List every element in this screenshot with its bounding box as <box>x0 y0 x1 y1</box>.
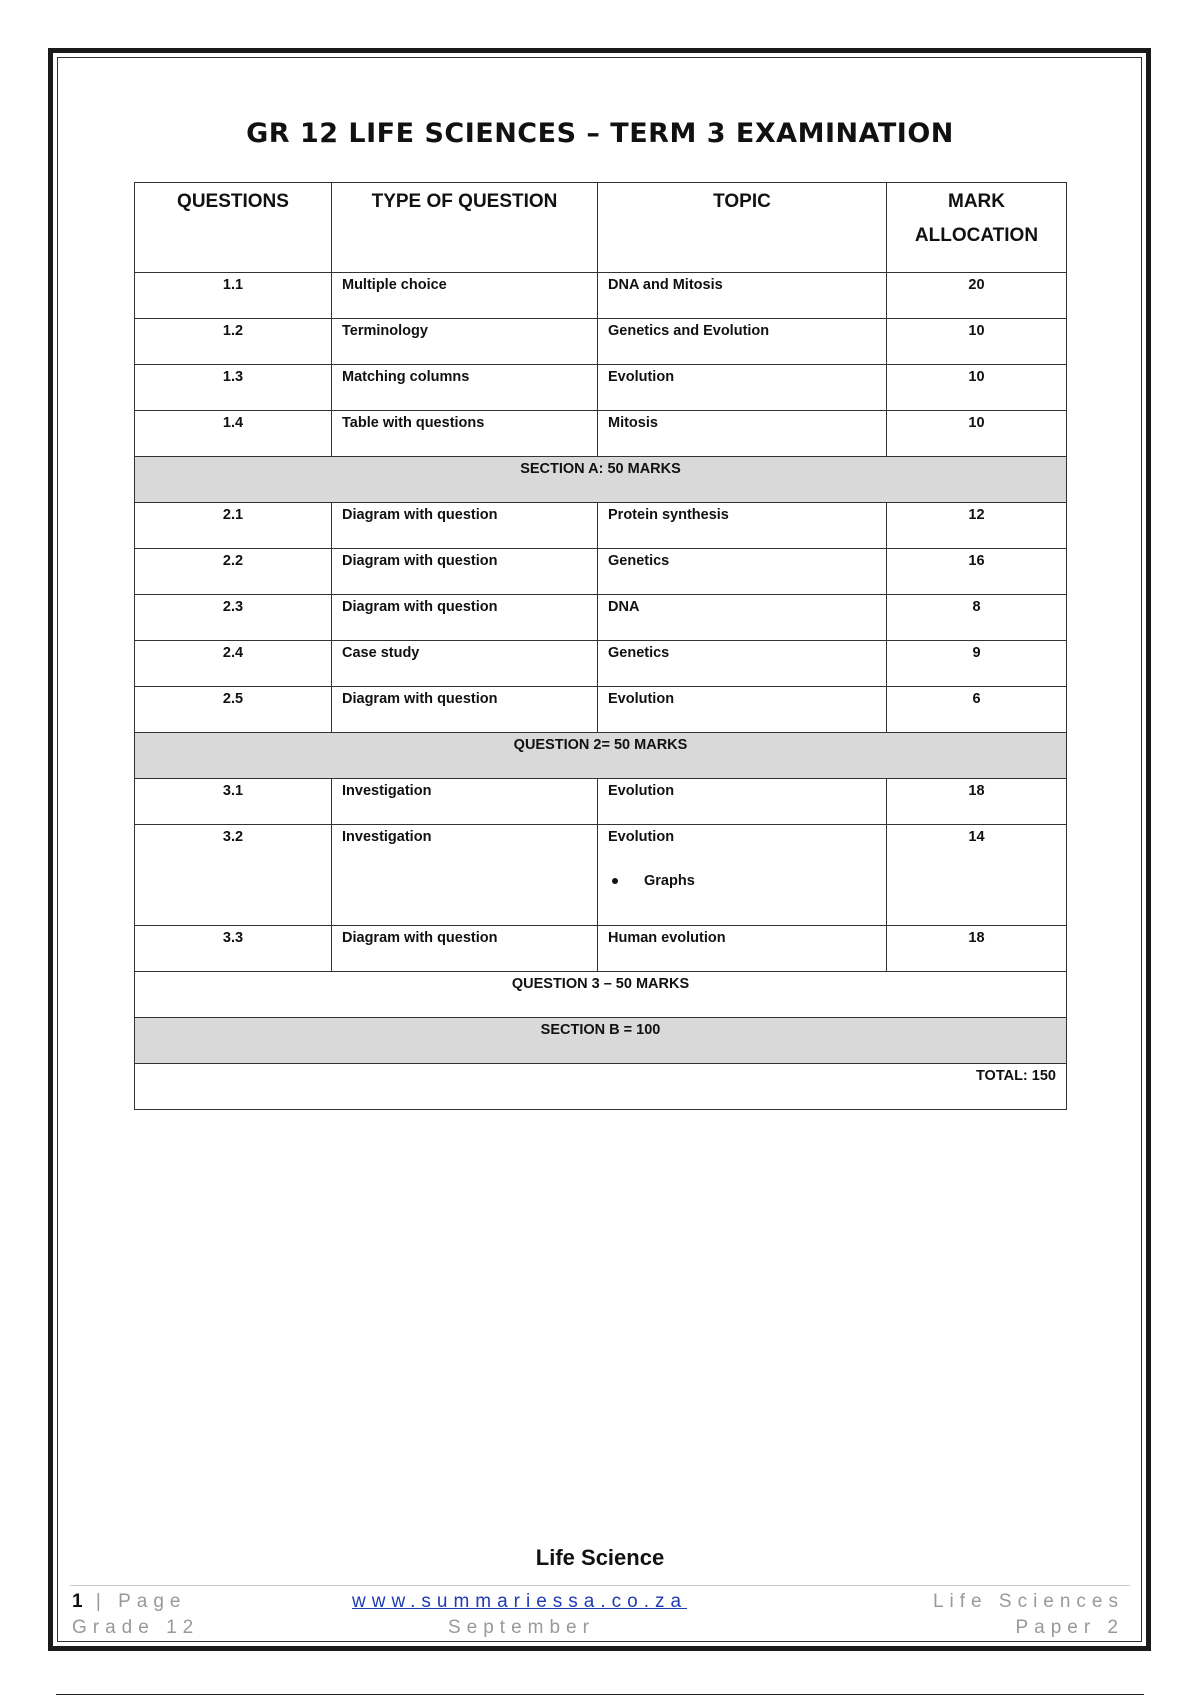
table-row <box>135 687 1067 733</box>
header-topic: TOPIC <box>598 183 887 273</box>
header-mark <box>887 183 1067 273</box>
question-number: 3.1 <box>135 779 332 825</box>
question-topic-cell <box>598 825 887 926</box>
table-row <box>135 365 1067 411</box>
question-topic: Genetics and Evolution <box>598 319 887 365</box>
grand-total-row <box>135 1064 1067 1110</box>
question-topic: Protein synthesis <box>598 503 887 549</box>
question-type: Diagram with question <box>332 595 598 641</box>
table-row <box>135 779 1067 825</box>
footer-heading: Life Science <box>535 1545 665 1570</box>
topic-bullet-text: Graphs <box>644 873 695 889</box>
footer-page <box>72 1591 186 1613</box>
question-type: Matching columns <box>332 365 598 411</box>
question-topic: Mitosis <box>598 411 887 457</box>
question-mark: 18 <box>887 926 1067 972</box>
question-topic: Human evolution <box>598 926 887 972</box>
question-type: Multiple choice <box>332 273 598 319</box>
footer-url-link[interactable]: www.summariessa.co.za <box>352 1591 688 1612</box>
header-type: TYPE OF QUESTION <box>332 183 598 273</box>
footer-month: September <box>448 1617 595 1638</box>
question-number: 2.5 <box>135 687 332 733</box>
question-number: 2.2 <box>135 549 332 595</box>
question-3-total: QUESTION 3 – 50 MARKS <box>135 972 1067 1018</box>
question-type: Diagram with question <box>332 549 598 595</box>
question-type: Case study <box>332 641 598 687</box>
table-row <box>135 319 1067 365</box>
exam-structure-table <box>134 182 1067 1110</box>
question-number: 3.2 <box>135 825 332 926</box>
question-topic: DNA <box>598 595 887 641</box>
question-3-total-row <box>135 972 1067 1018</box>
question-2-total: QUESTION 2= 50 MARKS <box>135 733 1067 779</box>
question-topic: Evolution <box>608 829 675 845</box>
question-mark: 12 <box>887 503 1067 549</box>
footer-subject: Life Sciences <box>932 1591 1124 1612</box>
question-topic: DNA and Mitosis <box>598 273 887 319</box>
question-number: 1.2 <box>135 319 332 365</box>
question-mark: 18 <box>887 779 1067 825</box>
question-mark: 9 <box>887 641 1067 687</box>
question-topic: Genetics <box>598 641 887 687</box>
table-row <box>135 926 1067 972</box>
question-number: 3.3 <box>135 926 332 972</box>
question-type: Investigation <box>332 825 598 926</box>
table-row <box>135 641 1067 687</box>
page-title: GR 12 LIFE SCIENCES – TERM 3 EXAMINATION <box>246 118 954 149</box>
question-number: 1.1 <box>135 273 332 319</box>
question-2-total-row <box>135 733 1067 779</box>
question-mark: 10 <box>887 319 1067 365</box>
question-mark: 20 <box>887 273 1067 319</box>
question-type: Diagram with question <box>332 503 598 549</box>
section-a-total: SECTION A: 50 MARKS <box>135 457 1067 503</box>
question-topic: Evolution <box>598 779 887 825</box>
bullet-icon <box>612 878 618 884</box>
question-mark: 8 <box>887 595 1067 641</box>
question-type: Terminology <box>332 319 598 365</box>
table-row <box>135 549 1067 595</box>
header-mark-label: MARK ALLOCATION <box>914 191 1039 246</box>
question-mark: 10 <box>887 411 1067 457</box>
footer-divider <box>70 1585 1130 1586</box>
question-mark: 6 <box>887 687 1067 733</box>
question-topic: Evolution <box>598 365 887 411</box>
question-mark: 16 <box>887 549 1067 595</box>
header-questions: QUESTIONS <box>135 183 332 273</box>
question-number: 2.3 <box>135 595 332 641</box>
bottom-divider <box>56 1694 1144 1695</box>
question-number: 1.3 <box>135 365 332 411</box>
question-type: Diagram with question <box>332 687 598 733</box>
table-header-row <box>135 183 1067 273</box>
question-type: Table with questions <box>332 411 598 457</box>
table-row <box>135 595 1067 641</box>
question-type: Investigation <box>332 779 598 825</box>
page-label: | Page <box>95 1591 187 1612</box>
question-mark: 10 <box>887 365 1067 411</box>
footer-grade: Grade 12 <box>72 1617 200 1638</box>
table-row <box>135 825 1067 926</box>
question-topic: Evolution <box>598 687 887 733</box>
question-number: 2.1 <box>135 503 332 549</box>
question-mark: 14 <box>887 825 1067 926</box>
table-row <box>135 273 1067 319</box>
question-number: 1.4 <box>135 411 332 457</box>
question-number: 2.4 <box>135 641 332 687</box>
topic-bullet <box>608 871 886 891</box>
table-row <box>135 503 1067 549</box>
question-type: Diagram with question <box>332 926 598 972</box>
grand-total: TOTAL: 150 <box>135 1064 1067 1110</box>
section-b-total-row <box>135 1018 1067 1064</box>
section-b-total: SECTION B = 100 <box>135 1018 1067 1064</box>
question-topic: Genetics <box>598 549 887 595</box>
table-row <box>135 411 1067 457</box>
footer-paper: Paper 2 <box>1015 1617 1124 1638</box>
page-number: 1 <box>72 1591 85 1612</box>
section-a-total-row <box>135 457 1067 503</box>
